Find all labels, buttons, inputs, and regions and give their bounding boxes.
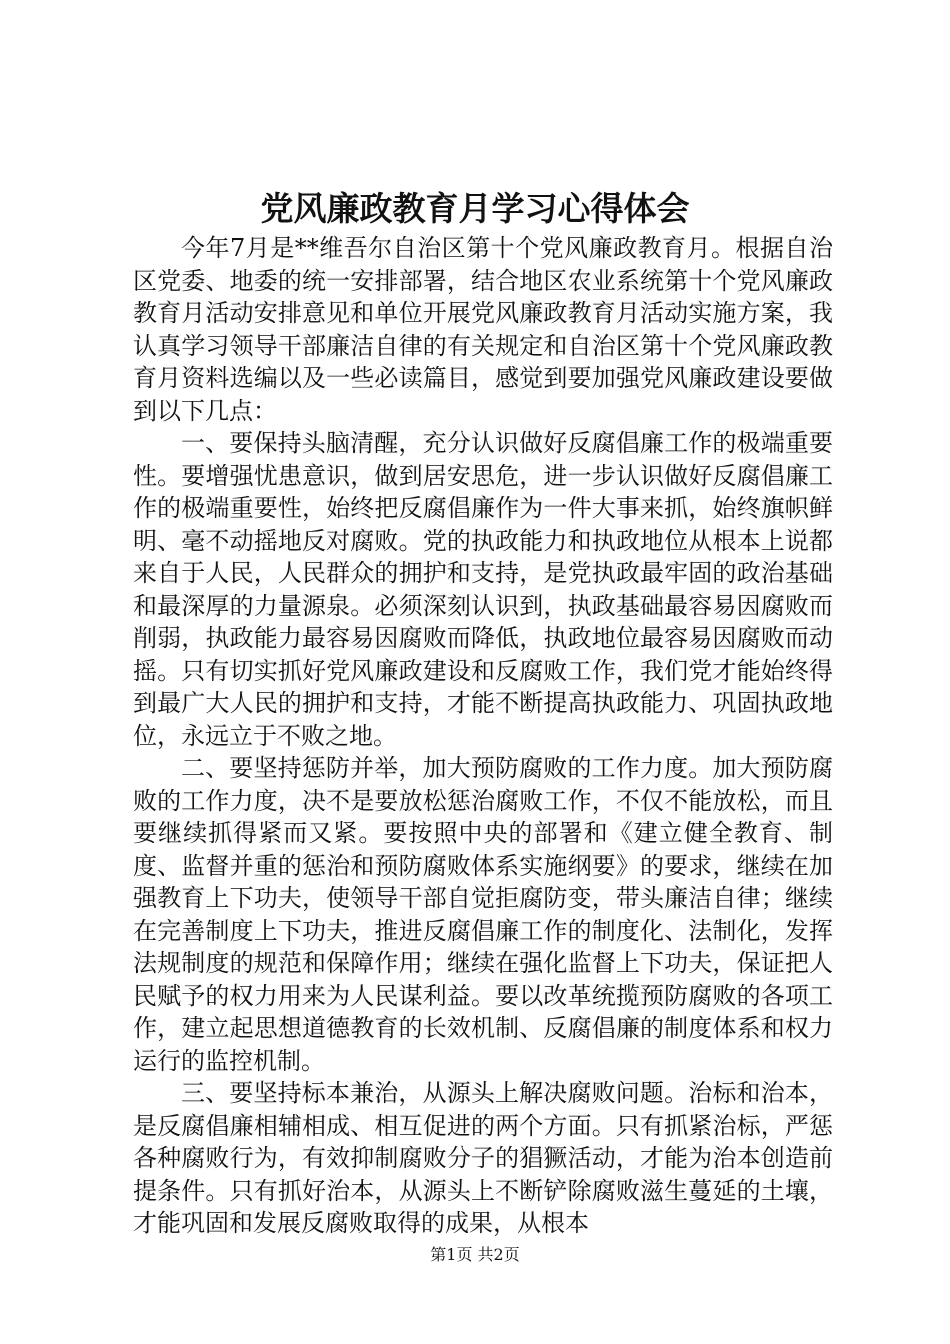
page-footer: 第1页 共2页 (430, 1245, 520, 1264)
paragraph-point-3: 三、要坚持标本兼治，从源头上解决腐败问题。治标和治本，是反腐倡廉相辅相成、相互促进的两个方面。只有抓紧治标，严惩各种腐败行为，有效抑制腐败分子的猖獗活动，才能为治本创造前提条件。只有抓好治本，从源头上不断铲除腐败滋生蔓延的土壤，才能巩固和发展反腐败取得的成果，从根本 (133, 1079, 833, 1237)
document-title: 党风廉政教育月学习心得体会 (260, 189, 690, 228)
paragraph-point-2: 二、要坚持惩防并举，加大预防腐败的工作力度。加大预防腐败的工作力度，决不是要放松惩治腐败工作，不仅不能放松，而且要继续抓得紧而又紧。要按照中央的部署和《建立健全教育、制度、监督并重的惩治和预防腐败体系实施纲要》的要求，继续在加强教育上下功夫，使领导干部自觉拒腐防变，带头廉洁自律；继续在完善制度上下功夫，推进反腐倡廉工作的制度化、法制化，发挥法规制度的规范和保障作用；继续在强化监督上下功夫，保证把人民赋予的权力用来为人民谋利益。要以改革统揽预防腐败的各项工作，建立起思想道德教育的长效机制、反腐倡廉的制度体系和权力运行的监控机制。 (133, 754, 833, 1075)
document-body (133, 232, 833, 1240)
paragraph-intro: 今年7月是**维吾尔自治区第十个党风廉政教育月。根据自治区党委、地委的统一安排部署，结合地区农业系统第十个党风廉政教育月活动安排意见和单位开展党风廉政教育月活动实施方案，我认真学习领导干部廉洁自律的有关规定和自治区第十个党风廉政教育月资料选编以及一些必读篇目，感觉到要加强党风廉政建设要做到以下几点： (133, 234, 833, 425)
paragraph-point-1: 一、要保持头脑清醒，充分认识做好反腐倡廉工作的极端重要性。要增强忧患意识，做到居安思危，进一步认识做好反腐倡廉工作的极端重要性，始终把反腐倡廉作为一件大事来抓，始终旗帜鲜明、毫不动摇地反对腐败。党的执政能力和执政地位从根本上说都来自于人民，人民群众的拥护和支持，是党执政最牢固的政治基础和最深厚的力量源泉。必须深刻认识到，执政基础最容易因腐败而削弱，执政能力最容易因腐败而降低，执政地位最容易因腐败而动摇。只有切实抓好党风廉政建设和反腐败工作，我们党才能始终得到最广大人民的拥护和支持，才能不断提高执政能力、巩固执政地位，永远立于不败之地。 (133, 429, 833, 750)
